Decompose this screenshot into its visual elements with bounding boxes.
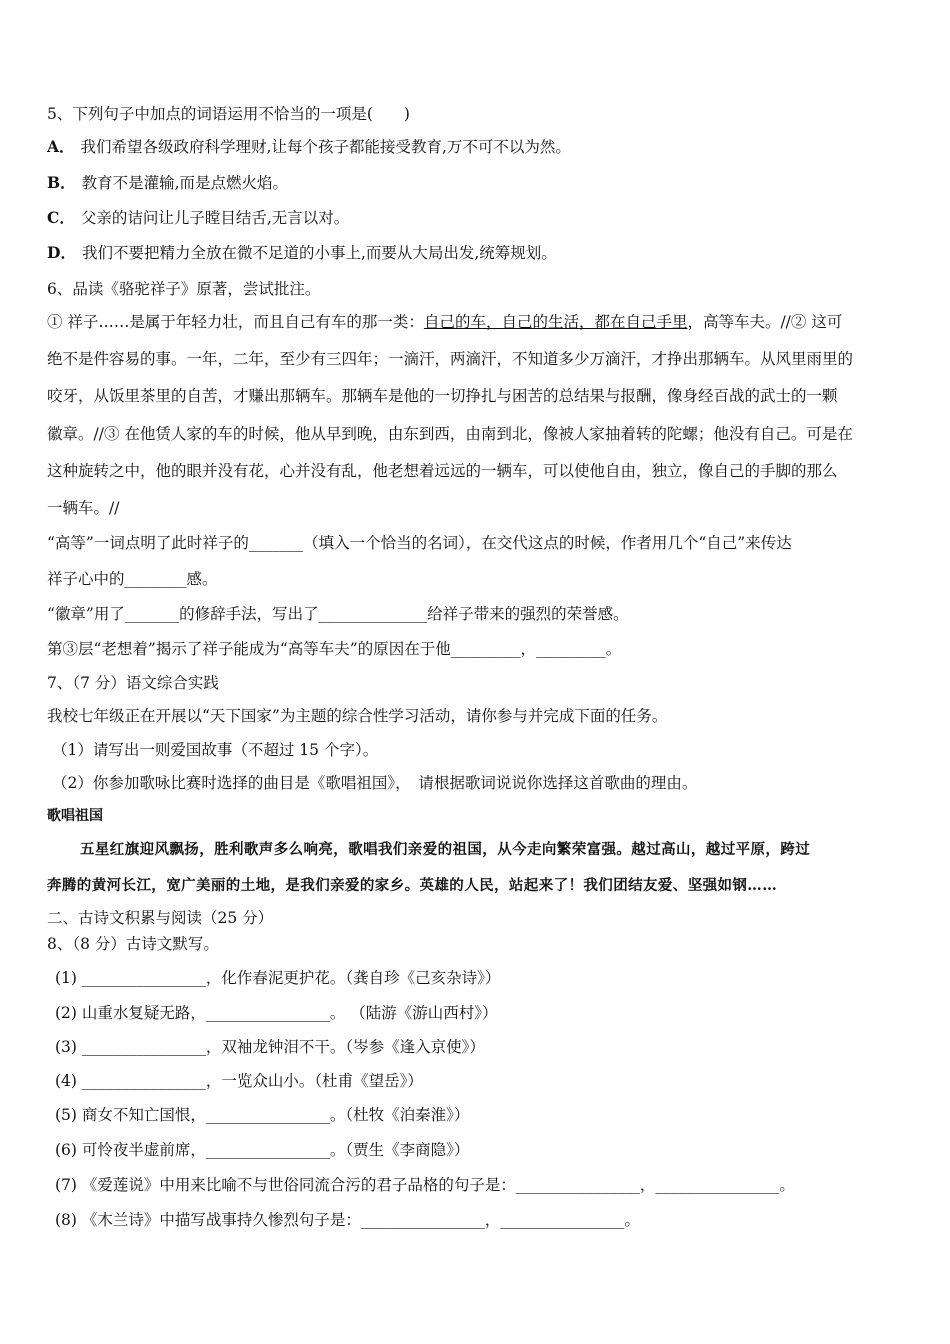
q6-task1-line-1: “高等”一词点明了此时祥子的_______（填入一个恰当的名词），在交代这点的时候，作者用几个“自己”来传达	[47, 534, 792, 552]
q8-item-8: (8) 《木兰诗》中描写战事持久惨烈句子是：________________，________________。	[55, 1211, 640, 1229]
q6-passage-line-3: 咬牙，从饭里茶里的自苦，才赚出那辆车。那辆车是他的一切挣扎与困苦的总结果与报酬，像身经百战的武士的一颗	[47, 387, 838, 405]
q7-intro: 我校七年级正在开展以“天下国家”为主题的综合性学习活动，请你参与并完成下面的任务。	[47, 707, 668, 725]
q8-item-3: (3) ________________，双袖龙钟泪不干。（岑参《逢入京使》）	[55, 1038, 485, 1056]
option-label: C．	[47, 208, 75, 227]
song-lyrics-line-1: 五星红旗迎风飘扬，胜利歌声多么响亮，歌唱我们亲爱的祖国，从今走向繁荣富强。越过高山，越过平原，跨过	[80, 841, 811, 858]
option-text: 我们不要把精力全放在微不足道的小事上,而要从大局出发,统筹规划。	[81, 244, 557, 262]
q6-passage-line-6: 一辆车。//	[47, 499, 120, 517]
q6-passage-line-5: 这种旋转之中，他的眼并没有花，心并没有乱，他老想着远远的一辆车，可以使他自由，独立，像自己的手脚的那么	[47, 462, 838, 480]
q5-option-a	[47, 137, 907, 157]
option-label: A．	[47, 137, 75, 156]
q7-task1: （1）请写出一则爱国故事（不超过 15 个字）。	[52, 741, 379, 759]
q6-task2: “徽章”用了_______的修辞手法，写出了______________给祥子带来的强烈的荣誉感。	[47, 605, 629, 623]
q8-item-2: (2) 山重水复疑无路，________________。 （陆游《游山西村》）	[55, 1004, 498, 1022]
q5-option-b	[47, 173, 907, 193]
q8-item-7: (7) 《爱莲说》中用来比喻不与世俗同流合污的君子品格的句子是：________________，________________。	[55, 1176, 795, 1194]
song-lyrics-line-2: 奔腾的黄河长江，宽广美丽的土地，是我们亲爱的家乡。英雄的人民，站起来了！我们团结友爱、坚强如钢……	[47, 877, 778, 894]
option-text: 父亲的诘问让儿子瞠目结舌,无言以对。	[80, 209, 350, 227]
option-text: 教育不是灌输,而是点燃火焰。	[81, 174, 289, 192]
q7-task2: （2）你参加歌咏比赛时选择的曲目是《歌唱祖国》， 请根据歌词说说你选择这首歌曲的理由。	[52, 774, 698, 792]
section-2-title: 二、古诗文积累与阅读（25 分）	[47, 909, 274, 927]
passage-text: ，高等车夫。//② 这可	[687, 313, 843, 331]
q6-task1-line-2: 祥子心中的________感。	[47, 570, 218, 588]
q6-passage-line-4: 徽章。//③ 在他赁人家的车的时候，他从早到晚，由东到西，由南到北，像被人家抽着转的陀螺；他没有自己。可是在	[47, 425, 853, 443]
q8-item-5: (5) 商女不知亡国恨，________________。（杜牧《泊秦淮》）	[55, 1106, 470, 1124]
song-title: 歌唱祖国	[47, 808, 103, 824]
option-text: 我们希望各级政府科学理财,让每个孩子都能接受教育,万不可不以为然。	[80, 138, 571, 156]
q7-stem: 7、（7 分）语文综合实践	[47, 674, 219, 692]
q8-stem: 8、（8 分）古诗文默写。	[47, 935, 219, 953]
q6-passage-line-1	[47, 312, 907, 332]
q6-stem: 6、品读《骆驼祥子》原著，尝试批注。	[47, 280, 321, 298]
q8-item-6: (6) 可怜夜半虚前席，________________。（贾生《李商隐》）	[55, 1141, 470, 1159]
q5-stem: 5、下列句子中加点的词语运用不恰当的一项是( )	[47, 105, 410, 123]
q6-task3: 第③层“老想着”揭示了祥子能成为“高等车夫”的原因在于他_________，_________。	[47, 640, 622, 658]
option-label: D．	[47, 243, 76, 262]
passage-underlined-text: 自己的车，自己的生活，都在自己手里	[423, 313, 688, 331]
q8-item-1: (1) ________________，化作春泥更护花。（龚自珍《己亥杂诗》）	[55, 969, 501, 987]
q5-option-d	[47, 243, 907, 263]
q6-passage-line-2: 绝不是件容易的事。一年，二年，至少有三四年；一滴汗，两滴汗，不知道多少万滴汗，才挣出那辆车。从风里雨里的	[47, 350, 854, 368]
option-label: B．	[47, 173, 76, 192]
q8-item-4: (4) ________________，一览众山小。（杜甫《望岳》）	[55, 1072, 423, 1090]
q5-option-c	[47, 208, 907, 228]
passage-text: ① 祥子……是属于年轻力壮，而且自己有车的那一类：	[47, 313, 424, 331]
